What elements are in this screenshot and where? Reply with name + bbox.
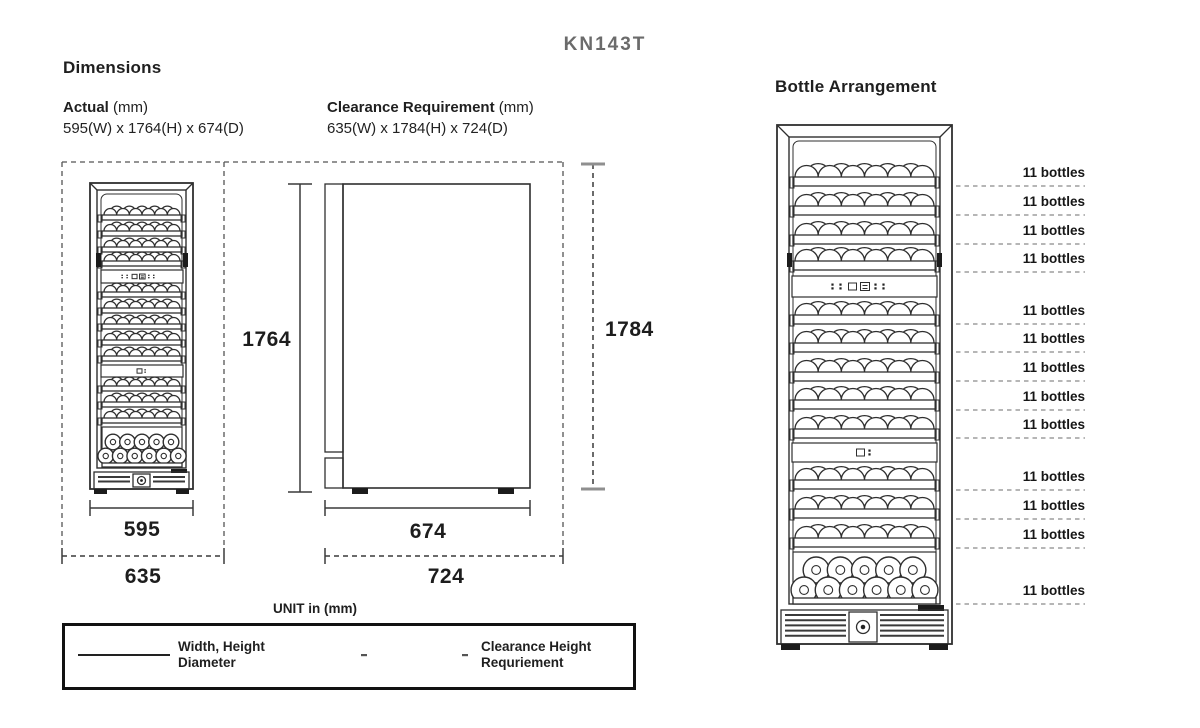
actual-dims-value: 595(W) x 1764(H) x 674(D) <box>63 120 244 137</box>
clearance-label-bold: Clearance Requirement <box>327 99 495 116</box>
dimensions-title: Dimensions <box>63 58 162 77</box>
front-height-dim: 1764 <box>242 328 291 351</box>
side-view-drawing <box>325 184 530 494</box>
bottle-arrangement-title: Bottle Arrangement <box>775 77 937 96</box>
bottle-count-label: 11 bottles <box>1022 251 1085 266</box>
unit-note: UNIT in (mm) <box>273 601 357 616</box>
legend-dashed-label <box>481 639 591 670</box>
bottle-count-label: 11 bottles <box>1022 417 1085 432</box>
actual-label-unit: (mm) <box>108 99 148 116</box>
bottle-count-label: 11 bottles <box>1022 469 1085 484</box>
side-depth-dim: 674 <box>409 520 447 543</box>
bottle-count-label: 11 bottles <box>1022 527 1085 542</box>
bottle-count-label: 11 bottles <box>1022 498 1085 513</box>
clearance-height-dim: 1784 <box>605 318 654 341</box>
legend-solid-line1: Width, Height <box>178 639 265 654</box>
bottle-count-label: 11 bottles <box>1022 303 1085 318</box>
bottle-count-label: 11 bottles <box>1022 223 1085 238</box>
front-view-drawing <box>90 183 193 494</box>
legend-dashed-line1: Clearance Height <box>481 639 592 654</box>
page-title: KN143T <box>563 34 647 55</box>
bottle-count-label: 11 bottles <box>1022 165 1085 180</box>
legend-solid-label <box>178 639 265 670</box>
front-width-dim: 595 <box>123 518 161 541</box>
bottle-arrangement-drawing <box>777 125 952 650</box>
front-clearance-width-dim: 635 <box>124 565 162 588</box>
side-clearance-depth-dim: 724 <box>427 565 465 588</box>
legend-solid-line2: Diameter <box>178 654 236 670</box>
lock-icon <box>133 474 150 487</box>
clearance-dims-label <box>327 99 534 116</box>
bottle-count-label: 11 bottles <box>1022 360 1085 375</box>
clearance-dims-value: 635(W) x 1784(H) x 724(D) <box>327 120 508 137</box>
actual-dims-label <box>63 99 148 116</box>
lock-icon <box>849 612 877 642</box>
bottle-count-label: 11 bottles <box>1022 583 1085 598</box>
bottle-count-label: 11 bottles <box>1022 194 1085 209</box>
clearance-label-unit: (mm) <box>494 99 534 116</box>
bottle-count-label: 11 bottles <box>1022 331 1085 346</box>
bottle-count-label: 11 bottles <box>1022 389 1085 404</box>
legend-dashed-line2: Requriement <box>481 654 564 670</box>
actual-label-bold: Actual <box>63 99 109 116</box>
